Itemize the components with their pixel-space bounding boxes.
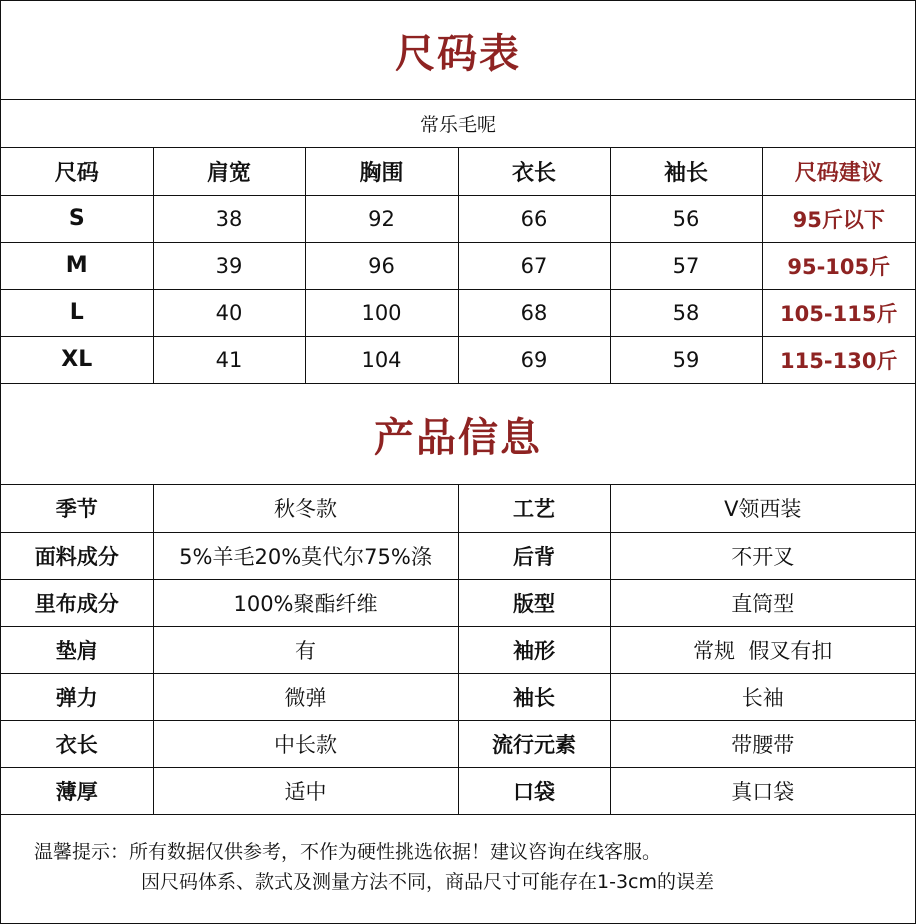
info-key: 袖形 bbox=[458, 626, 610, 673]
table-row bbox=[1, 579, 915, 626]
info-key: 弹力 bbox=[1, 673, 153, 720]
table-row bbox=[1, 720, 915, 767]
info-key: 垫肩 bbox=[1, 626, 153, 673]
info-key: 里布成分 bbox=[1, 579, 153, 626]
chest-value: 100 bbox=[305, 289, 458, 336]
size-table-title: 尺码表 bbox=[1, 1, 915, 100]
info-value: 长袖 bbox=[610, 673, 915, 720]
shoulder-value: 39 bbox=[153, 242, 305, 289]
suggest-value: 95斤以下 bbox=[762, 195, 915, 242]
info-value: 中长款 bbox=[153, 720, 458, 767]
info-key: 袖长 bbox=[458, 673, 610, 720]
notice-line-1: 温馨提示：所有数据仅供参考，不作为硬性挑选依据！建议咨询在线客服。 bbox=[34, 841, 662, 863]
size-label: M bbox=[1, 242, 153, 289]
sleeve-value: 59 bbox=[610, 336, 762, 383]
product-info-title: 产品信息 bbox=[1, 383, 915, 485]
size-table bbox=[1, 148, 915, 383]
chest-value: 96 bbox=[305, 242, 458, 289]
size-table-header-row bbox=[1, 148, 915, 195]
info-value: 适中 bbox=[153, 767, 458, 814]
info-key: 口袋 bbox=[458, 767, 610, 814]
chest-value: 104 bbox=[305, 336, 458, 383]
info-key: 后背 bbox=[458, 532, 610, 579]
notice-box bbox=[1, 814, 915, 912]
table-row bbox=[1, 336, 915, 383]
header-size: 尺码 bbox=[1, 148, 153, 195]
header-length: 衣长 bbox=[458, 148, 610, 195]
size-label: L bbox=[1, 289, 153, 336]
info-value: 真口袋 bbox=[610, 767, 915, 814]
product-info-table bbox=[1, 485, 915, 814]
info-value: 直筒型 bbox=[610, 579, 915, 626]
header-suggest: 尺码建议 bbox=[762, 148, 915, 195]
notice-line-2: 因尺码体系、款式及测量方法不同，商品尺寸可能存在1-3cm的误差 bbox=[141, 871, 714, 893]
info-value: 有 bbox=[153, 626, 458, 673]
info-key: 面料成分 bbox=[1, 532, 153, 579]
table-row bbox=[1, 767, 915, 814]
suggest-value: 95-105斤 bbox=[762, 242, 915, 289]
info-value: 5%羊毛20%莫代尔75%涤 bbox=[153, 532, 458, 579]
table-row bbox=[1, 626, 915, 673]
shoulder-value: 41 bbox=[153, 336, 305, 383]
table-row bbox=[1, 195, 915, 242]
header-shoulder: 肩宽 bbox=[153, 148, 305, 195]
sleeve-value: 58 bbox=[610, 289, 762, 336]
info-value: V领西装 bbox=[610, 485, 915, 532]
length-value: 69 bbox=[458, 336, 610, 383]
table-row bbox=[1, 673, 915, 720]
info-key: 季节 bbox=[1, 485, 153, 532]
info-value: 常规 假叉有扣 bbox=[610, 626, 915, 673]
chest-value: 92 bbox=[305, 195, 458, 242]
header-chest: 胸围 bbox=[305, 148, 458, 195]
info-value: 不开叉 bbox=[610, 532, 915, 579]
length-value: 67 bbox=[458, 242, 610, 289]
size-label: XL bbox=[1, 336, 153, 383]
shoulder-value: 40 bbox=[153, 289, 305, 336]
size-label: S bbox=[1, 195, 153, 242]
table-row bbox=[1, 532, 915, 579]
info-key: 衣长 bbox=[1, 720, 153, 767]
info-value: 秋冬款 bbox=[153, 485, 458, 532]
suggest-value: 115-130斤 bbox=[762, 336, 915, 383]
sleeve-value: 56 bbox=[610, 195, 762, 242]
info-key: 版型 bbox=[458, 579, 610, 626]
info-value: 带腰带 bbox=[610, 720, 915, 767]
info-key: 流行元素 bbox=[458, 720, 610, 767]
info-value: 微弹 bbox=[153, 673, 458, 720]
suggest-value: 105-115斤 bbox=[762, 289, 915, 336]
info-key: 薄厚 bbox=[1, 767, 153, 814]
header-sleeve: 袖长 bbox=[610, 148, 762, 195]
length-value: 66 bbox=[458, 195, 610, 242]
shoulder-value: 38 bbox=[153, 195, 305, 242]
table-row bbox=[1, 242, 915, 289]
info-key: 工艺 bbox=[458, 485, 610, 532]
size-table-subtitle: 常乐毛呢 bbox=[1, 100, 915, 148]
info-value: 100%聚酯纤维 bbox=[153, 579, 458, 626]
length-value: 68 bbox=[458, 289, 610, 336]
sleeve-value: 57 bbox=[610, 242, 762, 289]
table-row bbox=[1, 485, 915, 532]
table-row bbox=[1, 289, 915, 336]
